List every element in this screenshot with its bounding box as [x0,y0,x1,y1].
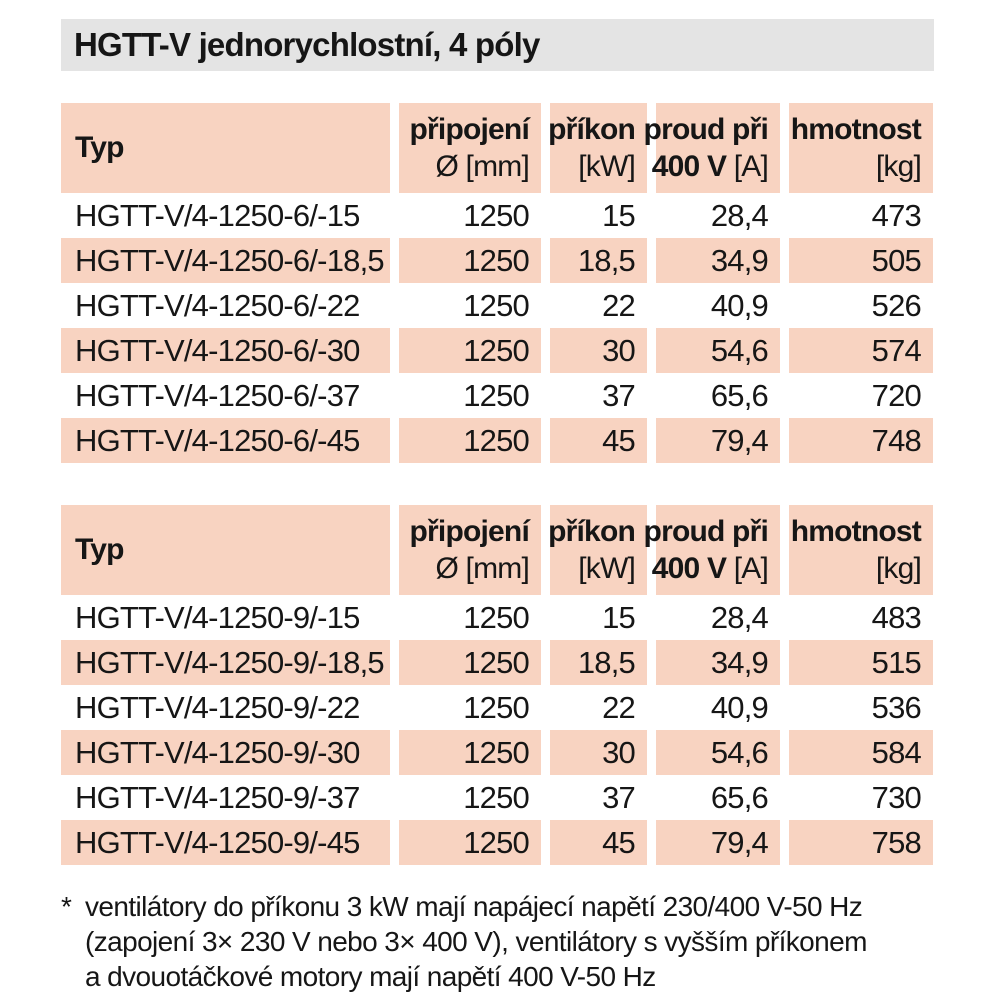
power-cell: 22 [602,287,635,323]
type-cell: HGTT-V/4-1250-6/-22 [75,287,360,323]
column-header-power-unit: [kW] [578,552,635,585]
column-header-diameter-unit: Ø [mm] [435,150,529,183]
column-header-weight [789,505,933,595]
column-header-current [643,103,780,193]
power-cell: 30 [550,730,647,775]
type-cell: HGTT-V/4-1250-6/-18,5 [61,238,390,283]
type-cell: HGTT-V/4-1250-6/-15 [75,197,360,233]
column-header-weight-unit: [kg] [875,552,921,585]
power-cell: 15 [602,197,635,233]
column-header-weight-unit: [kg] [875,150,921,183]
section-title-bar [61,19,934,71]
weight-cell: 526 [871,287,921,323]
column-header-power [550,505,647,595]
footnote [61,889,934,994]
weight-cell: 505 [789,238,933,283]
power-cell: 22 [602,689,635,725]
weight-cell: 748 [789,418,933,463]
type-cell: HGTT-V/4-1250-9/-18,5 [61,640,390,685]
current-cell: 34,9 [656,238,780,283]
page-title: HGTT-V jednorychlostní, 4 póly [74,26,540,63]
weight-cell: 483 [871,599,921,635]
diameter-cell: 1250 [399,328,541,373]
column-header-current [643,505,780,595]
weight-cell: 515 [789,640,933,685]
column-header-power [550,103,647,193]
column-header-power-unit: [kW] [578,150,635,183]
weight-cell: 574 [789,328,933,373]
footnote-line-3: a dvouotáčkové motory mají napětí 400 V-50 Hz [85,961,656,992]
type-cell: HGTT-V/4-1250-9/-15 [75,599,360,635]
current-cell: 40,9 [710,689,768,725]
weight-cell: 473 [871,197,921,233]
column-header-diameter [399,505,541,595]
current-cell: 79,4 [656,820,780,865]
current-cell: 79,4 [656,418,780,463]
footnote-line-2: (zapojení 3× 230 V nebo 3× 400 V), ventilátory s vyšším příkonem [85,926,867,957]
power-cell: 15 [602,599,635,635]
diameter-cell: 1250 [463,197,529,233]
column-header-diameter-label: připojení [409,515,529,548]
power-cell: 18,5 [550,238,647,283]
current-cell: 28,4 [710,599,768,635]
diameter-cell: 1250 [463,689,529,725]
type-cell: HGTT-V/4-1250-6/-45 [61,418,390,463]
current-cell: 65,6 [710,377,768,413]
power-cell: 37 [602,779,635,815]
current-cell: 54,6 [656,730,780,775]
column-header-diameter-unit: Ø [mm] [435,552,529,585]
current-cell: 65,6 [710,779,768,815]
weight-cell: 584 [789,730,933,775]
diameter-cell: 1250 [463,779,529,815]
column-header-current-unit: 400 V [A] [651,150,768,183]
type-cell: HGTT-V/4-1250-9/-37 [75,779,360,815]
column-header-current-label: proud při [643,113,768,146]
column-header-typ: Typ [61,103,390,193]
power-cell: 30 [550,328,647,373]
page-content [61,0,934,994]
weight-cell: 730 [871,779,921,815]
power-cell: 37 [602,377,635,413]
current-cell: 34,9 [656,640,780,685]
column-header-weight-label: hmotnost [790,515,921,548]
column-header-weight-label: hmotnost [790,113,921,146]
type-cell: HGTT-V/4-1250-6/-30 [61,328,390,373]
diameter-cell: 1250 [463,599,529,635]
diameter-cell: 1250 [399,640,541,685]
column-header-current-unit: 400 V [A] [651,552,768,585]
weight-cell: 536 [871,689,921,725]
type-cell: HGTT-V/4-1250-9/-22 [75,689,360,725]
footnote-line-1: ventilátory do příkonu 3 kW mají napájecí napětí 230/400 V-50 Hz [85,891,863,922]
current-cell: 54,6 [656,328,780,373]
column-header-diameter [399,103,541,193]
current-cell: 40,9 [710,287,768,323]
power-cell: 18,5 [550,640,647,685]
column-header-current-label: proud při [643,515,768,548]
type-cell: HGTT-V/4-1250-9/-45 [61,820,390,865]
diameter-cell: 1250 [399,418,541,463]
diameter-cell: 1250 [399,820,541,865]
type-cell: HGTT-V/4-1250-9/-30 [61,730,390,775]
power-cell: 45 [550,820,647,865]
current-cell: 28,4 [710,197,768,233]
diameter-cell: 1250 [399,238,541,283]
weight-cell: 720 [871,377,921,413]
diameter-cell: 1250 [399,730,541,775]
power-cell: 45 [550,418,647,463]
column-header-typ: Typ [61,505,390,595]
type-cell: HGTT-V/4-1250-6/-37 [75,377,360,413]
diameter-cell: 1250 [463,377,529,413]
spec-table-1250-9 [61,505,934,865]
column-header-power-label: příkon [548,113,635,146]
footnote-text [85,889,934,994]
column-header-weight [789,103,933,193]
diameter-cell: 1250 [463,287,529,323]
column-header-diameter-label: připojení [409,113,529,146]
spec-table-1250-6 [61,103,934,463]
weight-cell: 758 [789,820,933,865]
column-header-power-label: příkon [548,515,635,548]
footnote-asterisk: * [61,891,72,922]
